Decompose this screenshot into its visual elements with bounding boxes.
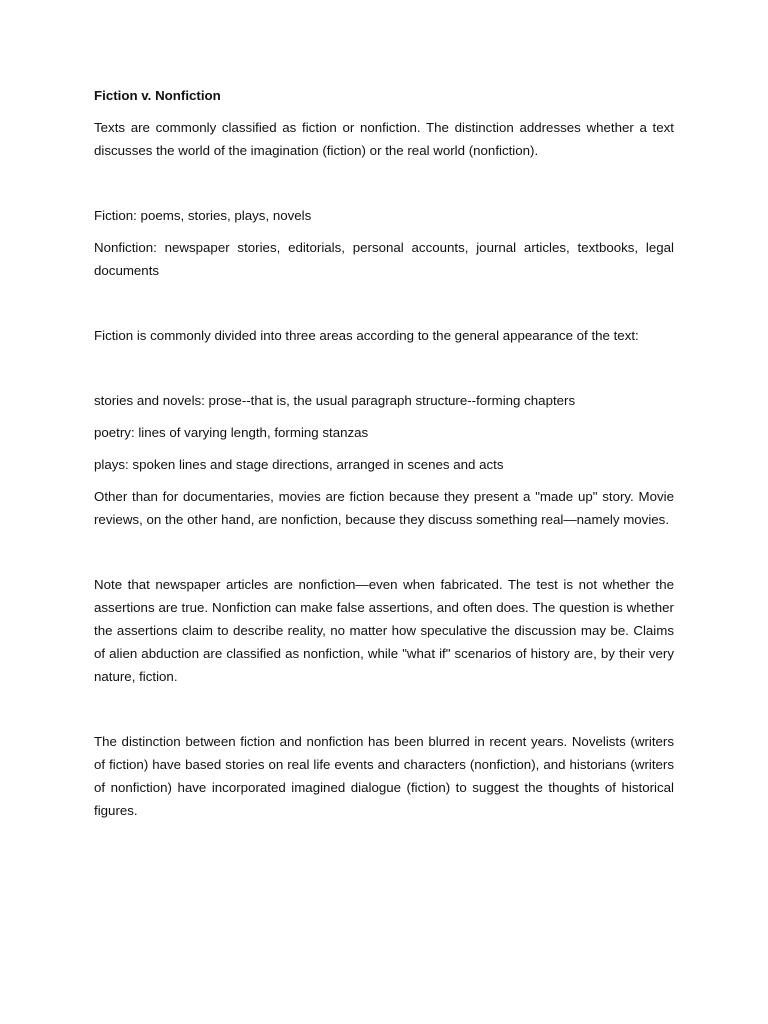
- paragraph-blurred-distinction: The distinction between fiction and nonfiction has been blurred in recent years. Novelists (writers of fiction) have based stories on real life events and characters (nonfiction), and historians (writers of nonfiction) have incorporated imagined dialogue (fiction) to suggest the thoughts of historical figures.: [94, 734, 674, 818]
- list-item-poetry: poetry: lines of varying length, forming stanzas: [94, 425, 369, 440]
- paragraph-newspaper: Note that newspaper articles are nonfiction—even when fabricated. The test is not whether the assertions are true. Nonfiction can make false assertions, and often does. The question is whether the assertions claim to describe reality, no matter how speculative the discussion may be. Claims of alien abduction are classified as nonfiction, while "what if" scenarios of history are, by their very nature, fiction.: [94, 577, 674, 684]
- list-item-stories-novels: stories and novels: prose--that is, the usual paragraph structure--forming chapters: [94, 393, 576, 408]
- paragraph-intro: Texts are commonly classified as fiction or nonfiction. The distinction addresses whether a text discusses the world of the imagination (fiction) or the real world (nonfiction).: [94, 120, 674, 158]
- paragraph-fiction-areas: Fiction is commonly divided into three areas according to the general appearance of the text:: [94, 328, 639, 343]
- document-title: Fiction v. Nonfiction: [94, 88, 221, 103]
- paragraph-fiction-list: Fiction: poems, stories, plays, novels: [94, 208, 312, 223]
- list-item-plays: plays: spoken lines and stage directions, arranged in scenes and acts: [94, 457, 504, 472]
- document-page: [94, 84, 674, 822]
- paragraph-nonfiction-list: Nonfiction: newspaper stories, editorials, personal accounts, journal articles, textbooks, legal documents: [94, 240, 674, 278]
- paragraph-movies: Other than for documentaries, movies are fiction because they present a "made up" story. Movie reviews, on the other hand, are nonfiction, because they discuss something real—namely movies.: [94, 489, 674, 527]
